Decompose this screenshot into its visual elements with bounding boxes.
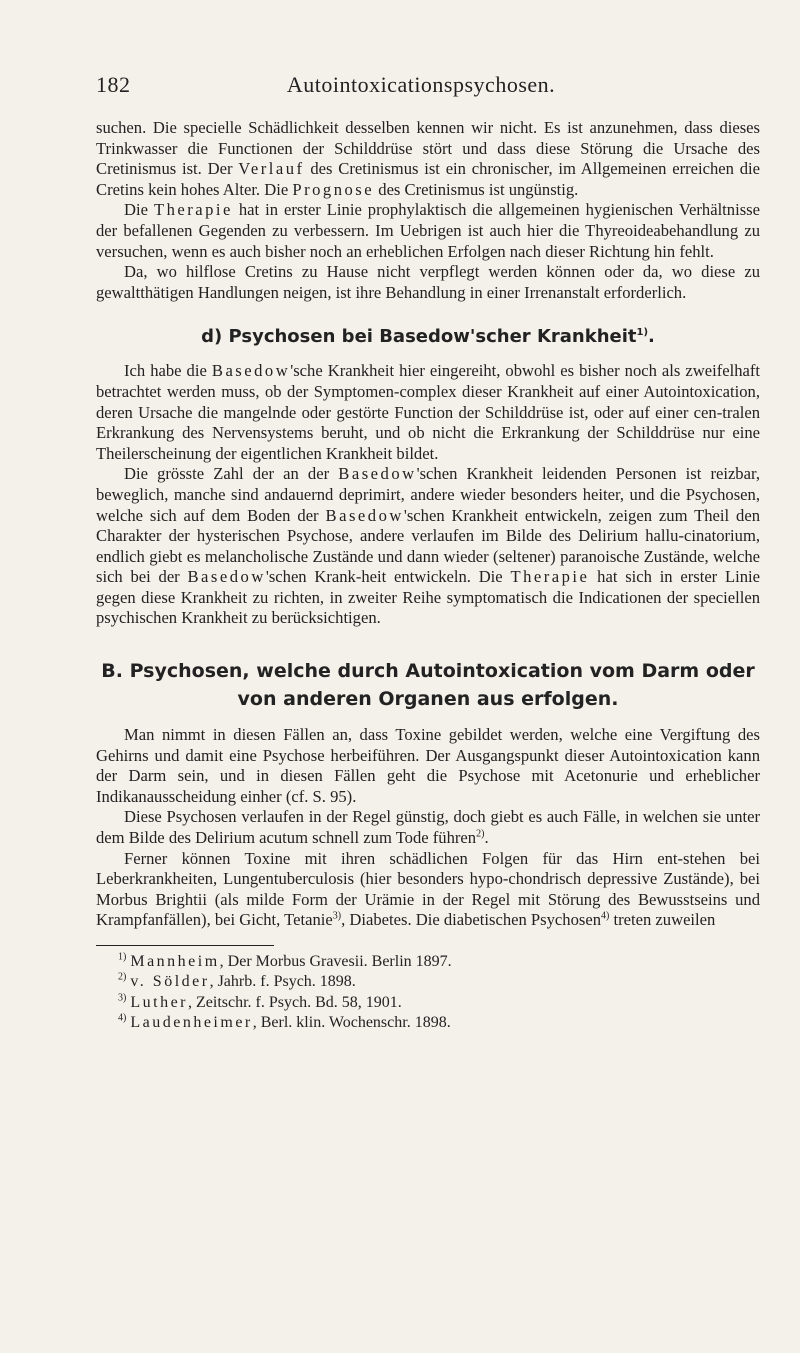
footnote-ref-4: 4) xyxy=(601,910,610,922)
footnote: $^{1)}$ Mannheim, Der Morbus Gravesii. Berlin 1897. xyxy=(118,951,452,970)
emphasis-verlauf: Verlauf xyxy=(238,159,305,179)
paragraph-basedow-intro: Ich habe die Basedow'sche Krankheit hier eingereiht, obwohl es bisher noch als zweifelhaft betrachtet werden muss, ob der Symptomen-complex dieser Krankheit auf einer Autointoxication, deren Ursache die mangelnde oder gestörte Function der Schilddrüse ist, oder auf einer cen-tralen Erkrankung des Nervensystems beruht, und ob nicht die Erkrankung der Schilddrüse nur eine Theilerscheinung der eigentlichen Krankheit bildet. xyxy=(96,361,761,463)
paragraph-ferner: Ferner können Toxine mit ihren schädlichen Folgen für das Hirn ent-stehen bei Leberkrankheiten, Lungentuberculosis (hier besonders hypo-chondrisch depressive Zustände), bei Morbus Brightii (als milde Form der Urämie in der Regel mit Störung des Bewusstseins und Krampfanfällen), bei Gicht, Tetanie$^{3)}$, Diabetes. Die diabetischen Psychosen$^{4)}$ treten zuweilen xyxy=(96,848,760,930)
page-header xyxy=(96,72,746,102)
heading-section-b: B. Psychosen, welche durch Autointoxication vom Darm oder von anderen Organen aus erfolgen. xyxy=(101,660,755,711)
footnote-ref-3: 3) xyxy=(332,910,342,922)
paragraph-therapie: Die Therapie hat in erster Linie prophylaktisch die allgemeinen hygienischen Verhältnisse der befallenen Gegenden zu verbessern. Im Uebrigen ist auch hier die Thyreoideabehandlung zu versuchen, wenn es auch bisher noch an erheblichen Erfolgen nach dieser Richtung hin fehlt. xyxy=(96,200,760,261)
heading-basedow: d) Psychosen bei Basedow'scher Krankheit$^{1)}$. xyxy=(201,326,655,348)
footnote-divider xyxy=(96,945,274,946)
footnote-ref-2: 2) xyxy=(476,828,485,840)
paragraph-verlauf: Diese Psychosen verlaufen in der Regel günstig, doch giebt es auch Fälle, in welchen sie unter dem Bilde des Delirium acutum schnell zum Tode führen$^{2)}$. xyxy=(96,807,760,848)
running-title: Autointoxicationspsychosen. xyxy=(286,72,556,97)
footnote-ref-1: 1) xyxy=(636,327,649,339)
page-body xyxy=(96,118,760,1034)
emphasis-prognose: Prognose xyxy=(292,179,375,199)
footnote: $^{3)}$ Luther, Zeitschr. f. Psych. Bd. 58, 1901. xyxy=(118,992,402,1011)
paragraph-basedow-symptoms: Die grösste Zahl der an der Basedow'schen Krankheit leidenden Personen ist reizbar, beweglich, manche sind andauernd deprimirt, andere wieder besonders heiter, und die Psychosen, welche sich auf dem Boden der Basedow'schen Krankheit entwickeln, zeigen zum Theil den Charakter der hysterischen Psychose, andere verlaufen im Bilde des Delirium hallu-cinatorium, endlich giebt es melancholische Zustände und dann wieder (seltener) paranoische Zustände, welche sich bei der Basedow'schen Krank-heit entwickeln. Die Therapie hat sich in erster Linie gegen diese Krankheit zu richten, in zweiter Reihe symptomatisch die Indicationen der speciellen psychischen Krankheit zu berücksichtigen. xyxy=(96,464,760,628)
paragraph-irrenanstalt: Da, wo hilflose Cretins zu Hause nicht verpflegt werden können oder da, wo diese zu gewaltthätigen Handlungen neigen, ist ihre Behandlung in einer Irrenanstalt erforderlich. xyxy=(96,262,760,302)
paragraph-toxine: Man nimmt in diesen Fällen an, dass Toxine gebildet werden, welche eine Vergiftung des Gehirns und damit eine Psychose herbeiführen. Der Ausgangspunkt dieser Autointoxication kann der Darm sein, und in diesen Fällen geht die Psychose mit Acetonurie und erheblicher Indikanausscheidung einher (cf. S. 95). xyxy=(96,725,760,806)
footnote: $^{2)}$ v. Sölder, Jahrb. f. Psych. 1898. xyxy=(118,972,356,991)
paragraph-cretinismus-verlauf: suchen. Die specielle Schädlichkeit desselben kennen wir nicht. Es ist anzunehmen, dass dieses Trinkwasser die Functionen der Schilddrüse stört und dass diese Störung die Ursache des Cretinismus ist. Der Verlauf des Cretinismus ist ein chronischer, im Allgemeinen erreichen die Cretins kein hohes Alter. Die Prognose des Cretinismus ist ungünstig. xyxy=(96,118,761,199)
emphasis-therapie: Therapie xyxy=(153,200,233,220)
page-number: 182 xyxy=(96,72,131,97)
footnote: $^{4)}$ Laudenheimer, Berl. klin. Wochenschr. 1898. xyxy=(118,1012,451,1032)
